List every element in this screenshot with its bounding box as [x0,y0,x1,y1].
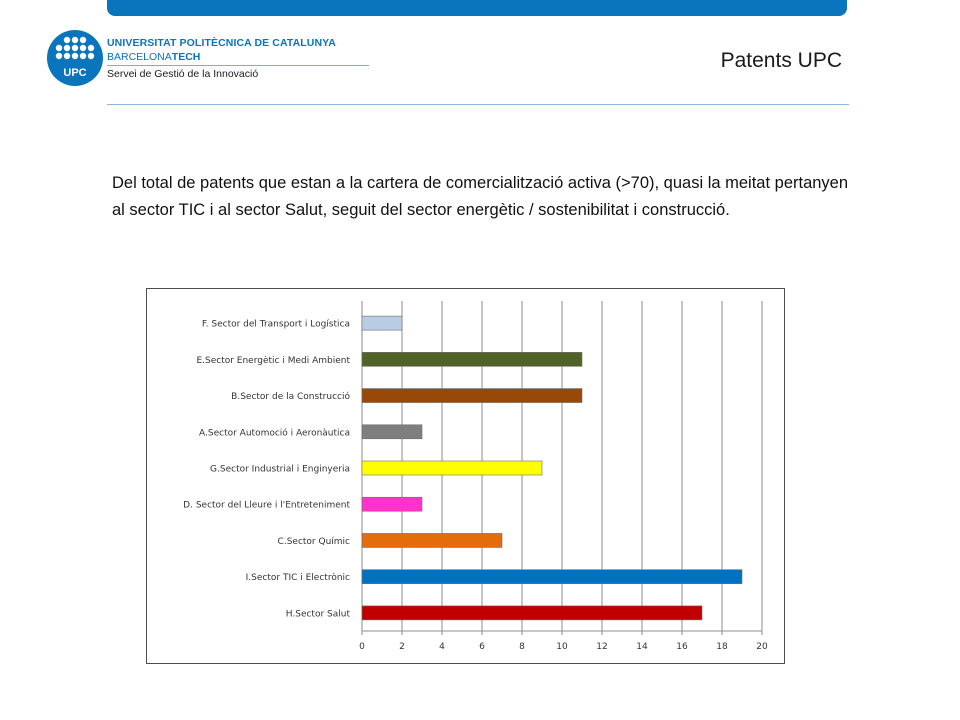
intro-paragraph: Del total de patents que estan a la cartera de comercialització activa (>70), quasi la meitat pertanyen al sector TIC i al sector Salut, seguit del sector energètic / sostenibilitat i construcció. [112,174,849,219]
category-label: I.Sector TIC i Electrònic [245,573,350,584]
campus-prefix: BARCELONA [107,51,172,63]
x-tick-label: 2 [399,642,405,652]
bar [362,497,422,511]
chart-category-labels [183,320,350,620]
sector-patents-chart [146,288,785,664]
service-name: Servei de Gestió de la Innovació [107,68,259,80]
bar [362,425,422,439]
x-tick-label: 10 [556,642,568,652]
category-label: H.Sector Salut [285,609,350,620]
upc-logo-mark [47,30,103,86]
upc-logo[interactable] [47,30,337,88]
x-tick-label: 4 [439,642,445,652]
page-title: Patents UPC [720,49,842,72]
category-label: C.Sector Químic [277,536,350,547]
bar [362,533,502,547]
category-label: E.Sector Energètic i Medi Ambient [196,355,350,366]
logo-divider [107,65,369,66]
bar [362,461,542,475]
logo-dots-icon [47,30,103,86]
chart-x-ticks [359,642,768,652]
category-label: F. Sector del Transport i Logística [201,319,350,330]
chart-svg [147,289,784,663]
category-label: B.Sector de la Construcció [231,392,350,403]
x-tick-label: 0 [359,642,365,652]
bar [362,352,582,366]
category-label: G.Sector Industrial i Enginyeria [210,464,350,475]
logo-mark-text: UPC [63,67,87,79]
x-tick-label: 12 [596,642,608,652]
category-label: A.Sector Automoció i Aeronàutica [199,428,350,439]
x-tick-label: 8 [519,642,525,652]
university-name: UNIVERSITAT POLITÈCNICA DE CATALUNYA [107,37,336,49]
x-tick-label: 18 [716,642,728,652]
x-tick-label: 6 [479,642,485,652]
x-tick-label: 14 [636,642,648,652]
x-tick-label: 16 [676,642,688,652]
bar [362,389,582,403]
campus-name [107,51,200,63]
x-tick-label: 20 [756,642,768,652]
campus-suffix: TECH [171,51,201,63]
bar [362,316,402,330]
top-accent-bar [107,0,847,16]
header-divider [107,104,849,105]
chart-bars [362,316,742,620]
bar [362,570,742,584]
bar [362,606,702,620]
category-label: D. Sector del Lleure i l'Entreteniment [183,500,350,511]
